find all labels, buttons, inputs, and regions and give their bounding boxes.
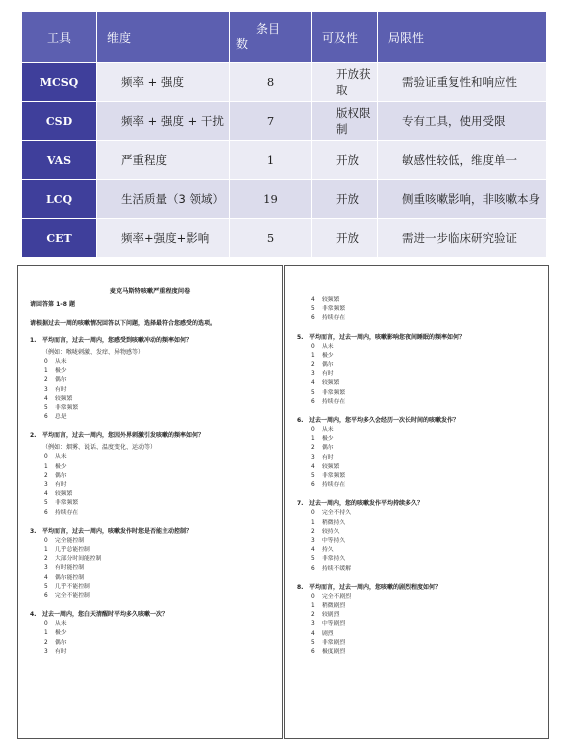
cell-accessibility: 开放: [312, 141, 378, 180]
answer-option: 3 有时: [311, 454, 334, 461]
answer-option: 1 几乎总能控制: [44, 547, 90, 554]
cell-dimension: 频率+强度+影响: [97, 219, 230, 258]
answer-option: 1 稍微剧烈: [311, 603, 346, 610]
answer-option: 0 从未: [44, 621, 67, 628]
answer-option: 0 完全不剧烈: [311, 593, 351, 600]
cough-tools-table: [21, 11, 547, 258]
question-example: （例如：烟雾、说话、温度变化、运动等）: [42, 444, 157, 452]
answer-option: 3 中等剧烈: [311, 621, 346, 628]
table-header-row: [22, 12, 547, 63]
left-question-list: [30, 335, 276, 657]
answer-option: 0 完全能控制: [44, 537, 84, 544]
header-accessibility: 可及性: [312, 12, 378, 63]
answer-option: 3 有时: [44, 386, 67, 393]
cell-dimension: 严重程度: [97, 141, 230, 180]
answer-option: 2 较持久: [311, 528, 340, 535]
answer-option: 1 极少: [44, 630, 67, 637]
table-row: [22, 219, 547, 258]
answer-option: 4 偶尔能控制: [44, 574, 84, 581]
answer-option: 2 偶尔: [311, 445, 334, 452]
answer-option: 0 从未: [44, 359, 67, 365]
cell-limitation: 侧重咳嗽影响，非咳嗽本身: [378, 180, 547, 219]
answer-option: 3 中等持久: [311, 538, 346, 545]
cell-tool-name: LCQ: [22, 180, 97, 219]
answer-option: 6 持续存在: [44, 509, 79, 516]
option-list: [44, 358, 276, 422]
answer-option: 4 较频繁: [44, 491, 73, 498]
cell-limitation: 需验证重复性和响应性: [378, 63, 547, 102]
answer-option: 0 从未: [311, 427, 334, 434]
right-question-list: [297, 332, 542, 658]
answer-option: 1 极少: [311, 352, 334, 359]
table-row: [22, 180, 547, 219]
questionnaire-page-2: [284, 265, 549, 739]
answer-option: 2 偶尔: [44, 377, 67, 384]
header-tool: 工具: [22, 12, 97, 63]
option-list: [311, 509, 542, 573]
answer-option: 3 有时: [44, 648, 67, 655]
answer-option: 5 非常频繁: [44, 405, 79, 412]
question-text: 7. 过去一周内，您的咳嗽发作平均持续多久？: [297, 500, 424, 508]
answer-option: 0 完全不持久: [311, 510, 351, 517]
option-list: [311, 343, 542, 407]
answer-option: 4 剧烈: [311, 630, 334, 637]
answer-option: 3 有时能控制: [44, 565, 84, 572]
answer-option: 1 稍微持久: [311, 519, 346, 526]
cell-accessibility: 开放: [312, 219, 378, 258]
table-row: [22, 141, 547, 180]
answer-option: 6 完全不能控制: [44, 593, 90, 600]
answer-option: 5 非常频繁: [44, 500, 79, 507]
question-text: 3. 平均而言，过去一周内，咳嗽发作时您是否能主动控制？: [30, 527, 193, 535]
answer-option: 0 从未: [311, 343, 334, 350]
header-limitations: 局限性: [378, 12, 547, 63]
answer-option: 5 非常剧烈: [311, 639, 346, 646]
cell-dimension: 频率 + 强度: [97, 63, 230, 102]
cell-tool-name: MCSQ: [22, 63, 97, 102]
question-text: 1. 平均而言，过去一周内，您感受到咳嗽冲动的频率如何？: [30, 337, 193, 344]
question-example: （例如：喉咙刺激、发痒、异物感等）: [42, 349, 145, 356]
questionnaire-page-1: [17, 265, 283, 739]
answer-option: 4 较频繁: [311, 463, 340, 470]
answer-option: 5 非常频繁: [311, 389, 346, 396]
cell-accessibility: 版权限制: [312, 102, 378, 141]
table-row: [22, 63, 547, 102]
answer-option: 2 大部分时间能控制: [44, 556, 102, 563]
answer-option: 5 非常频繁: [311, 473, 346, 480]
cell-tool-name: CET: [22, 219, 97, 258]
cell-dimension: 生活质量（3 领域）: [97, 180, 230, 219]
header-dimension: 维度: [97, 12, 230, 63]
cell-accessibility: 开放: [312, 180, 378, 219]
option-list: [44, 453, 276, 517]
cell-item-count: 7: [230, 102, 312, 141]
answer-option: 5 非常频繁: [311, 306, 346, 313]
instruction-text: 请根据过去一周的咳嗽情况回答以下问题，选择最符合您感受的选项。: [30, 320, 217, 327]
header-item-count: 条目 数: [230, 12, 312, 63]
cell-dimension: 频率 + 强度 + 干扰: [97, 102, 230, 141]
option-list: [44, 620, 276, 657]
answer-option: 1 极少: [311, 436, 334, 443]
question-text: 4. 过去一周内，您白天清醒时平均多久咳嗽一次？: [30, 611, 169, 619]
cell-limitation: 专有工具，使用受限: [378, 102, 547, 141]
question-text: 6. 过去一周内，您平均多久会经历一次长时间的咳嗽发作？: [297, 417, 460, 425]
answer-option: 6 持续存在: [311, 482, 346, 489]
answer-option: 5 几乎不能控制: [44, 583, 90, 590]
question-text: 5. 平均而言，过去一周内，咳嗽影响您夜间睡眠的频率如何？: [297, 333, 466, 341]
answer-option: 6 持续存在: [311, 315, 346, 322]
cell-item-count: 19: [230, 180, 312, 219]
answer-range: 请回答第 1-8 题: [30, 301, 76, 308]
answer-option: 4 持久: [311, 547, 334, 554]
answer-option: 6 极度剧烈: [311, 649, 346, 656]
question-text: 8. 平均而言，过去一周内，您咳嗽的剧烈程度如何？: [297, 583, 442, 591]
cell-item-count: 1: [230, 141, 312, 180]
answer-option: 1 极少: [44, 463, 67, 470]
option-list: [311, 593, 542, 657]
table-row: [22, 102, 547, 141]
answer-option: 6 总是: [44, 414, 67, 421]
cell-item-count: 8: [230, 63, 312, 102]
q4-continued-options: [311, 296, 542, 324]
answer-option: 4 较频繁: [311, 380, 340, 387]
answer-option: 6 持续不缓解: [311, 565, 351, 572]
answer-option: 2 较剧烈: [311, 612, 340, 619]
answer-option: 5 非常持久: [311, 556, 346, 563]
answer-option: 2 偶尔: [44, 472, 67, 479]
answer-option: 3 有时: [311, 371, 334, 378]
cell-accessibility: 开放获取: [312, 63, 378, 102]
answer-option: 6 持续存在: [311, 398, 346, 405]
option-list: [44, 537, 276, 601]
questionnaire-title: 麦克马斯特咳嗽严重程度问卷: [109, 288, 191, 295]
answer-option: 2 偶尔: [44, 639, 67, 646]
cell-tool-name: VAS: [22, 141, 97, 180]
answer-option: 2 偶尔: [311, 362, 334, 369]
cell-limitation: 需进一步临床研究验证: [378, 219, 547, 258]
cell-tool-name: CSD: [22, 102, 97, 141]
cell-item-count: 5: [230, 219, 312, 258]
question-text: 2. 平均而言，过去一周内，您因外界刺激引发咳嗽的频率如何？: [30, 432, 205, 440]
answer-option: 3 有时: [44, 482, 67, 489]
cell-limitation: 敏感性较低，维度单一: [378, 141, 547, 180]
answer-option: 4 较频繁: [44, 395, 73, 402]
answer-option: 1 极少: [44, 368, 67, 375]
answer-option: 0 从未: [44, 454, 67, 461]
option-list: [311, 426, 542, 490]
answer-option: 4 较频繁: [311, 297, 340, 303]
